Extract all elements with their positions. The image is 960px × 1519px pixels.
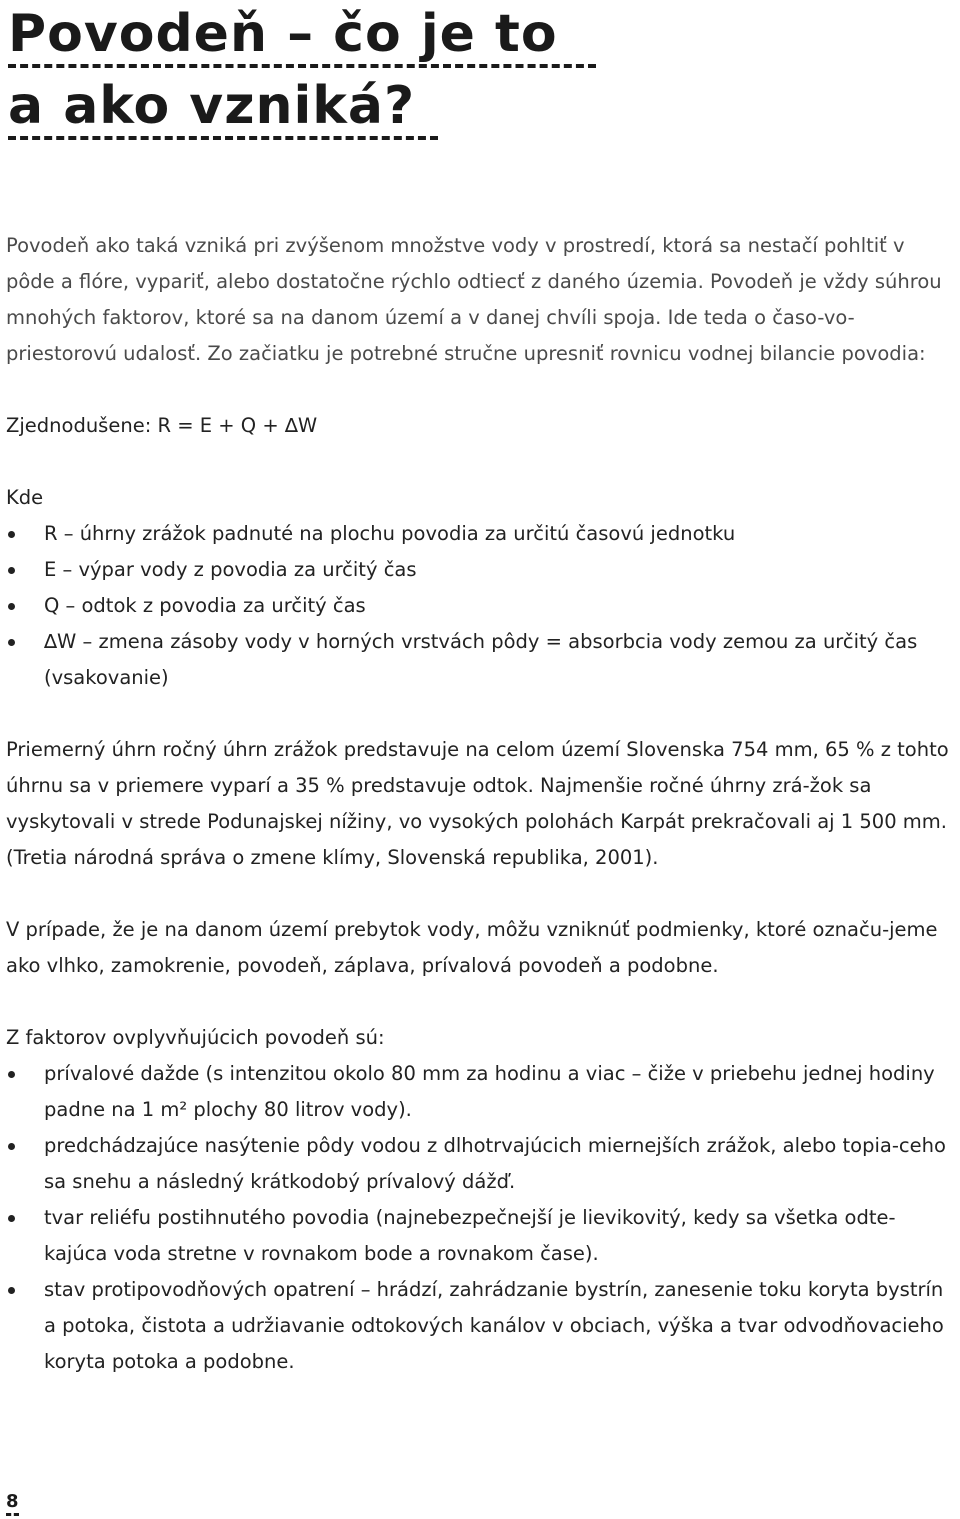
list-item: predchádzajúce nasýtenie pôdy vodou z dlhotrvajúcich miernejších zrážok, alebo topia-ceho sa snehu a následný krátkodobý prívalový dážď. [6,1128,952,1200]
surplus-paragraph: V prípade, že je na danom území prebytok vody, môžu vzniknúť podmienky, ktoré označu-jeme ako vlhko, zamokrenie, povodeň, záplava, prívalová povodeň a podobne. [6,918,938,977]
article-body [6,228,952,1380]
list-item: prívalové dažde (s intenzitou okolo 80 mm za hodinu a viac – čiže v priebehu jednej hodiny padne na 1 m² plochy 80 litrov vody). [6,1056,952,1128]
list-item: E – výpar vody z povodia za určitý čas [6,552,952,588]
page-title [8,0,596,140]
intro-paragraph: Povodeň ako taká vzniká pri zvýšenom množstve vody v prostredí, ktorá sa nestačí pohltiť v pôde a flóre, vypariť, alebo dostatočne rýchlo odtiecť z daného územia. Povodeň je vždy súhrou mnohých faktorov, ktoré sa na danom území a v danej chvíli spoja. Ide teda o časo-vo-priestorovú udalosť. Zo začiatku je potrebné stručne upresniť rovnicu vodnej bilancie povodia: [6,234,942,365]
factors-label: Z faktorov ovplyvňujúcich povodeň sú: [6,1026,385,1049]
precipitation-paragraph: Priemerný úhrn ročný úhrn zrážok predstavuje na celom území Slovenska 754 mm, 65 % z tohto úhrnu sa v priemere vyparí a 35 % predstavuje odtok. Najmenšie ročné úhrny zrá-žok sa vyskytovali v strede Podunajskej nížiny, vo vysokých polohách Karpát prekračovali aj 1 500 mm. (Tretia národná správa o zmene klímy, Slovenská republika, 2001). [6,738,949,869]
list-item: ∆W – zmena zásoby vody v horných vrstvách pôdy = absorbcia vody zemou za určitý čas (vsakovanie) [6,624,952,696]
definitions-list [6,516,952,696]
title-line-2: a ako vzniká? [8,78,438,140]
page-number: 8 [6,1492,19,1516]
list-item: Q – odtok z povodia za určitý čas [6,588,952,624]
list-item: stav protipovodňových opatrení – hrádzí, zahrádzanie bystrín, zanesenie toku koryta bystrín a potoka, čistota a udržiavanie odtokových kanálov v obciach, výška a tvar odvodňovacieho koryta potoka a podobne. [6,1272,952,1380]
list-item: tvar reliéfu postihnutého povodia (najnebezpečnejší je lievikovitý, kedy sa všetka odte-kajúca voda stretne v rovnakom bode a rovnakom čase). [6,1200,952,1272]
equation-line: Zjednodušene: R = E + Q + ∆W [6,414,318,437]
title-line-1: Povodeň – čo je to [8,6,596,68]
factors-list [6,1056,952,1380]
list-item: R – úhrny zrážok padnuté na plochu povodia za určitú časovú jednotku [6,516,952,552]
kde-label: Kde [6,486,44,509]
